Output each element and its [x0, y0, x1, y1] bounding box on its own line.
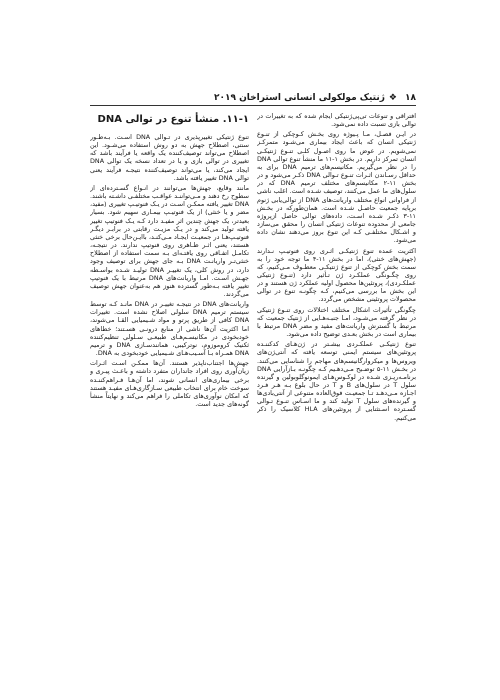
paragraph: چگونگی تأثیرات اشکال مختلف اختلالات روی تنـوع ژنتیکی در نظر گرفته می‌شـود، امـا جنبـه‌هـایی از ژنتیک جمعیت که مرتبط با گسترش واریانت‌های مفید و مضر DNA مرتبط با بیماری است در بخش بعـدی توضیح داده می‌شود. — [257, 305, 416, 339]
page-number: ۱۸ — [405, 93, 416, 103]
header-rule — [90, 105, 416, 106]
paragraph: افتراقی و تنوعات تی‌پی‌ژنتیکی ایجام شده که به تغییرات در توالی بازی تسبت داده نمی‌شود. — [257, 112, 416, 129]
paragraph: تنوع ژنتیکی تغییرپذیری در تـوالی DNA اسـت. بـه‌طـور سنتی، اصطلاح جهش به دو روش استفاده می‌شـود. این اصطلاح می‌تواند توصیف‌کننده یک واقعه یا فرآیند باشد که تغییری در توالی بازی و یا در تعداد نسخه یک توالی DNA ایجاد می‌کند، یا می‌تواند توصیف‌کننده نتیجـه فرآیند یعنی توالی DNA تغییر یافته باشد. — [90, 133, 249, 182]
paragraph: در ایـن فصـل، مـا پـیوژه روی بخـش کـوچکی از تنـوع ژنتیکی انسان که باعث ایجاد بیماری می‌شـود متمرکـز نمی‌شویم. در عوض ما روی اصـول کلـی تنـوع ژنتیکـی انسان تمرکز داریم. در بخش ۱-۱۱ ما منشأ تنوع توالی DNA را در نظر می‌گیریم. مکانیسم‌های ترمیم DNA برای به حداقل رسـاندن اثـرات تنـوع تـوالی DNA ذکـر می‌شود و در بخش ۱۱-۲ مکانیسم‌های مختلف ترمیم DNA که در سلول‌های ما عمل می‌کنند، توصیف شـده است. اغلب ناشی از فراوانی انواع مختلف واریانت‌های DNA از توالی‌یابی ژنوم برپایه جمعیت حاصـل شـده است. همان‌طورکه در بخـش ۱۱-۳ ذکـر شـده اسـت، داده‌های توالی حاصل ازپروژه جامعی از محدوده تنوعات ژنتیکی انسان را محقق می‌سازد و اشـکال مختلفـی کـه این تنوع بروز می‌دهند نشان داده می‌شود. — [257, 130, 416, 245]
book-title: ژنتیک مولکولی انسانی استراخان ۲۰۱۹ — [213, 93, 385, 103]
running-header — [90, 91, 416, 105]
paragraph: جهش‌ها اجتناب‌ناپذیر هستند. آن‌ها ممکـن اسـت اثـرات زیان‌آوری روی افراد جانداران متفرد داشته و باعـث پیـری و برخی بیماری‌های انسانی شوند، اما آن‌هـا فـراهم‌کننـده سوخت خام برای انتخاب طبیعی سـازگاری‌هـای مفیـد هستند که امکان نوآوری‌های تکاملی را فراهم می‌کند و نهایتاً منشأ گونه‌های جدید است. — [90, 359, 249, 408]
section-heading: ۱۱-۱. منشأ تنوع در توالی DNA — [97, 114, 249, 125]
left-column — [90, 112, 249, 612]
paragraph: مانند وقایع، جهش‌ها می‌توانند در انـواع گسـترده‌ای از سطوح رخ دهند و مـی‌تواننـد عواقـب مختلفـی داشـته باشند. DNA تغییر یافته ممکـن اسـت در یـک فنوتیـپ تغییری (مفید، مضر و یا خنثی) از یک فنوتیـپ بیمـاری سهیم شود. بسیار بعیدتر، یک جهش چندین اثر مفیـد دارد کـه یـک فنوتیپ تغییر یافته تولید می‌کند و در یـک مزیـت رقابتی در برابـر دیگـر فنوتیـپ‌هـا در جمعیـت ایجـاد مـی‌کنـد، باایـن‌حال برخی خنثی هستند، یعنی اثـر ظـاهری روی فنوتیپ ندارند. در نتیجـه، تکامـل اتفـاقی روی یافتـه‌ای بـه سمت استفاده از اصطلاح خنثی‌تـر واریانـت DNA بـه جای جهش برای توصیف وجود دارد، در روش کلی، یک تغییـر DNA تولیـد شـده بواسـطه جهـش اسـت. امـا واریانت‌های DNA مرتبط با یک فنوتیپ تغییر یافته بـه‌طور گسترده هنوز هم به‌عنوان جهش توصیف می‌گردند. — [90, 183, 249, 298]
paragraph: اکثریت عمده تنوع ژنتیکـی اثـری روی فنوتیـپ نـدارند (جهش‌های خنثی)، اما در بخش ۱۱-۴ ما توجه خود را به سمت بخش کوچکی از تنوع ژنتیکـی معطـوف مـی‌کنیم، که روی چگـونگی عملکـرد ژن تـأثیر دارد (تنـوع ژنتیکی عملکـردی)، پروتئین‌ها محصول اولیه عملکرد ژن هستند و در این بخش ما بررسی می‌کنیم، کـه چگونـه تنوع در توالی محصولات پروتئینی مشخص می‌گردد. — [257, 246, 416, 304]
paragraph: واریانت‌های DNA در نتیجـه تغییـر در DNA مانـد کـه توسط سیستم ترمیم DNA سلولی اصلاح نشده است. تغییرات DNA کافی از طریق پرتو و مواد شـیمیایی القـا می‌شوند، اما اکثریت آن‌ها ناشی از منابع درونـی هسـتند؛ خطاهای خودبخودی در مکانیسـم‌هـای طبیعـی سـلولی تنظیم‌کننده ثکنیک کروموزوم، نوترکیبی، همانندسـازی DNA و ترمیم DNA همـراه بـا آسـیب‌هـای شـیمیایی خودبخودی به DNA. — [90, 300, 249, 358]
right-column — [257, 112, 416, 612]
diamond-ornament-icon: ❖ — [388, 93, 397, 103]
paragraph: تنوع ژنتیکـی عملکـردی بیشـتر در ژن‌هـای کدکننـده پروتئین‌های سیستم ایمنی توسعه یافته که آنتی‌ژن‌های ویروس‌ها و میکروارگانیسم‌های مهاجم را شناسایی می‌کنند. در بخـش ۱۱-۵ توضـیح مـی‌دهـیم کـه چگونـه بـازآرایی DNA برنامـه‌ریـزی شـده در لوکـوس‌هـای ایمونوگلوبولین و گیرنده سلول T در سلول‌های B و T در حال بلوغ بـه هـر فـرد اجـازه مـی‌دهـد تـا جمعیـت فوق‌العاده متنوعی از آنتی‌بادی‌ها و گیرنده‌های سلول T تولید کند و ما اسـاس تنـوع تـوالی گسـترده اسـتثنایی از پروتئین‌های HLA کلاسیک را ذکر می‌کنیم. — [257, 340, 416, 422]
